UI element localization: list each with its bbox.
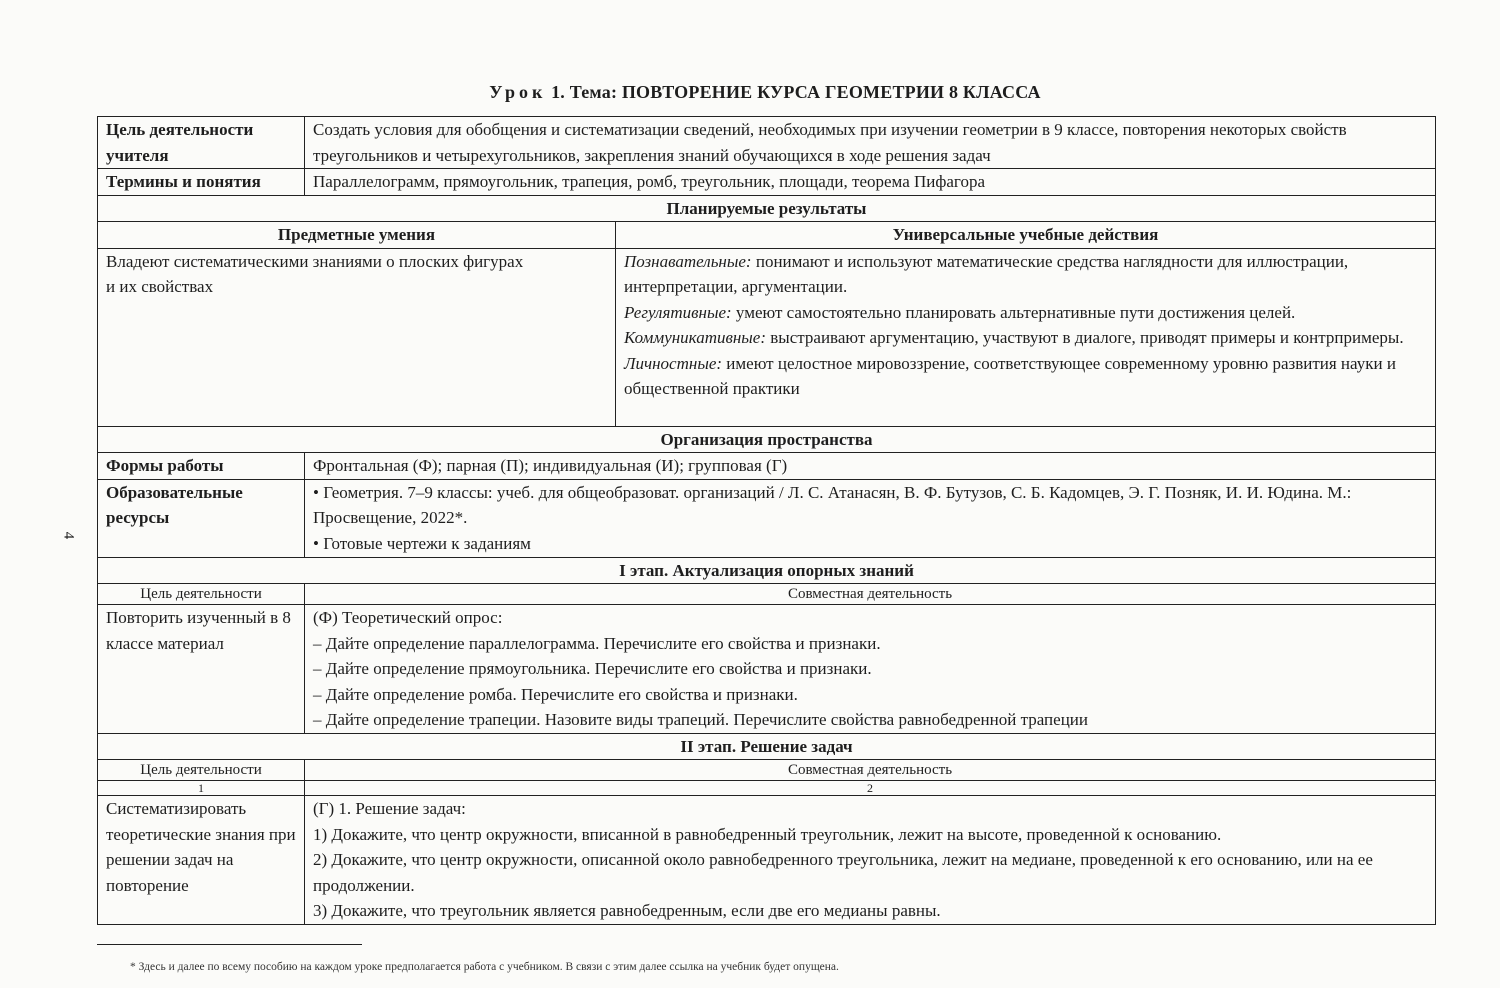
footnote-divider	[97, 944, 362, 945]
terms-text: Параллелограмм, прямоугольник, трапеция, ромб, треугольник, площади, теорема Пифагора	[305, 169, 1436, 196]
uud-item-text: умеют самостоятельно планировать альтернативные пути достижения целей.	[731, 302, 1296, 322]
stage2-numbers-row	[98, 781, 1436, 796]
forms-text: Фронтальная (Ф); парная (П); индивидуальная (И); групповая (Г)	[305, 453, 1436, 480]
forms-label: Формы работы	[98, 453, 305, 480]
stage1-columns-row	[98, 584, 1436, 605]
uud-list	[616, 248, 1436, 426]
lesson-plan-table	[97, 116, 1436, 925]
column-number-2: 2	[305, 781, 1436, 796]
goal-label: Цель деятельности учителя	[98, 117, 305, 169]
stage1-line: – Дайте определение ромба. Перечислите его свойства и признаки.	[313, 684, 798, 704]
stage2-activity	[305, 796, 1436, 925]
uud-heading: Универсальные учебные действия	[616, 222, 1436, 249]
uud-item-label: Личностные:	[624, 353, 723, 373]
stage2-line: (Г) 1. Решение задач:	[313, 799, 466, 818]
terms-row	[98, 169, 1436, 196]
stage1-line: – Дайте определение параллелограмма. Перечислите его свойства и признаки.	[313, 633, 881, 653]
uud-item-text: выстраивают аргументацию, участвуют в диалоге, приводят примеры и контрпримеры.	[766, 328, 1404, 347]
terms-label: Термины и понятия	[98, 169, 305, 196]
planned-subheading-row	[98, 222, 1436, 249]
planned-heading-row	[98, 195, 1436, 222]
stage2-line: 1) Докажите, что центр окружности, вписанной в равнобедренный треугольник, лежит на высоте, проведенной к основанию.	[313, 824, 1222, 844]
stage1-activity	[305, 605, 1436, 734]
lesson-title-text: 1. Тема: ПОВТОРЕНИЕ КУРСА ГЕОМЕТРИИ 8 КЛАССА	[546, 82, 1041, 102]
uud-item-label: Регулятивные:	[624, 302, 732, 322]
planned-heading: Планируемые результаты	[98, 195, 1436, 222]
uud-item	[624, 249, 1427, 300]
stage1-line: – Дайте определение прямоугольника. Перечислите его свойства и признаки.	[313, 659, 872, 678]
stage1-col-goal: Цель деятельности	[98, 584, 305, 605]
stage2-heading-row	[98, 733, 1436, 760]
uud-item-label: Познавательные:	[624, 251, 752, 271]
stage1-goal: Повторить изученный в 8 классе материал	[98, 605, 305, 734]
stage2-line: 2) Докажите, что центр окружности, описанной около равнобедренного треугольника, лежит на медиане, проведенной к его основанию, или на ее продолжении.	[313, 850, 1373, 895]
stage1-heading-row	[98, 557, 1436, 584]
subject-skills-text: Владеют систематическими знаниями о плоских фигурах и их свойствах	[98, 248, 616, 426]
lesson-title	[0, 82, 1500, 103]
stage1-line: – Дайте определение трапеции. Назовите виды трапеций. Перечислите свойства равнобедренной трапеции	[313, 710, 1088, 729]
resources-list	[305, 479, 1436, 557]
stage2-col-joint: Совместная деятельность	[305, 760, 1436, 781]
resources-row	[98, 479, 1436, 557]
stage2-columns-row	[98, 760, 1436, 781]
uud-item-text: имеют целостное мировоззрение, соответствующее современному уровню развития науки и общественной практики	[624, 353, 1396, 398]
uud-item-text: понимают и используют математические средства наглядности для иллюстрации, интерпретации, аргументации.	[624, 251, 1349, 296]
stage2-col-goal: Цель деятельности	[98, 760, 305, 781]
stage1-col-joint: Совместная деятельность	[305, 584, 1436, 605]
uud-item-label: Коммуникативные:	[624, 328, 767, 347]
lesson-title-prefix: Урок	[489, 82, 547, 102]
forms-row	[98, 453, 1436, 480]
resource-item: • Геометрия. 7–9 классы: учеб. для общеобразоват. организаций / Л. С. Атанасян, В. Ф. Бутузов, С. Б. Кадомцев, Э. Г. Позняк, И. И. Юдина. М.: Просвещение, 2022*.	[313, 482, 1352, 527]
stage2-goal: Систематизировать теоретические знания при решении задач на повторение	[98, 796, 305, 925]
stage1-heading: I этап. Актуализация опорных знаний	[98, 557, 1436, 584]
stage2-line: 3) Докажите, что треугольник является равнобедренным, если две его медианы равны.	[313, 901, 941, 920]
planned-content-row	[98, 248, 1436, 426]
footnote: * Здесь и далее по всему пособию на каждом уроке предполагается работа с учебником. В связи с этим далее ссылка на учебник будет опущена.	[130, 961, 839, 973]
page-number: 4	[60, 531, 77, 540]
subject-skills-heading: Предметные умения	[98, 222, 616, 249]
stage2-content-row	[98, 796, 1436, 925]
resource-item: • Готовые чертежи к заданиям	[313, 533, 531, 553]
organization-heading-row	[98, 426, 1436, 453]
uud-item	[624, 300, 1427, 326]
stage1-line: (Ф) Теоретический опрос:	[313, 608, 503, 627]
organization-heading: Организация пространства	[98, 426, 1436, 453]
resources-label: Образовательные ресурсы	[98, 479, 305, 557]
stage2-heading: II этап. Решение задач	[98, 733, 1436, 760]
uud-item	[624, 325, 1427, 351]
column-number-1: 1	[98, 781, 305, 796]
uud-item	[624, 351, 1427, 402]
goal-text: Создать условия для обобщения и систематизации сведений, необходимых при изучении геометрии в 9 классе, повторения некоторых свойств треугольников и четырехугольников, закрепления знаний обучающихся в ходе решения задач	[305, 117, 1436, 169]
stage1-content-row	[98, 605, 1436, 734]
goal-row	[98, 117, 1436, 169]
